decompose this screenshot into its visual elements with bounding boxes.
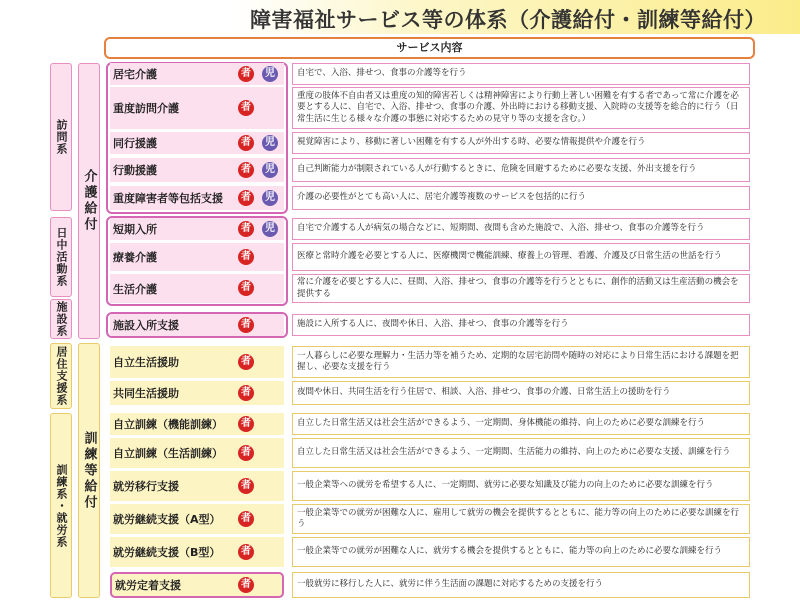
adult-badge: 者 bbox=[238, 577, 254, 593]
service-name: 就労移行支援 bbox=[110, 471, 284, 501]
service-name: 居宅介護 bbox=[110, 63, 284, 85]
adult-badge: 者 bbox=[238, 135, 254, 151]
service-description: 介護の必要性がとても高い人に、居宅介護等複数のサービスを包括的に行う bbox=[292, 186, 750, 210]
service-description: 自己判断能力が制限されている人が行動するときに、危険を回避するために必要な支援、外出支援を行う bbox=[292, 158, 750, 182]
child-badge: 児 bbox=[262, 135, 278, 151]
category-training: 訓練系・就労系 bbox=[50, 413, 72, 598]
service-description: 一人暮らしに必要な理解力・生活力等を補うため、定期的な居宅訪問や随時の対応により日常生活における課題を把握し、必要な支援を行う bbox=[292, 346, 750, 378]
adult-badge: 者 bbox=[238, 416, 254, 432]
adult-badge: 者 bbox=[238, 280, 254, 296]
service-name: 重度障害者等包括支援 bbox=[110, 186, 284, 210]
adult-badge: 者 bbox=[238, 354, 254, 370]
service-name: 短期入所 bbox=[110, 218, 284, 240]
service-name: 同行援護 bbox=[110, 132, 284, 154]
adult-badge: 者 bbox=[238, 511, 254, 527]
service-name: 就労継続支援（A型） bbox=[110, 504, 284, 534]
service-description: 重度の肢体不自由者又は重度の知的障害若しくは精神障害により行動上著しい困難を有する者であって常に介護を必要とする人に、自宅で、入浴、排せつ、食事の介護、外出時における移動支援、入院時の支援等を総合的に行う（日常生活に生じる様々な介護の事態に対応するための見守り等の支援を含む。） bbox=[292, 87, 750, 129]
service-name: 生活介護 bbox=[110, 274, 284, 303]
adult-badge: 者 bbox=[238, 317, 254, 333]
service-description: 自宅で、入浴、排せつ、食事の介護等を行う bbox=[292, 63, 750, 85]
column-header: サービス内容 bbox=[104, 37, 755, 59]
service-name: 自立訓練（機能訓練） bbox=[110, 413, 284, 435]
adult-badge: 者 bbox=[238, 190, 254, 206]
child-badge: 児 bbox=[262, 221, 278, 237]
service-description: 施設に入所する人に、夜間や休日、入浴、排せつ、食事の介護等を行う bbox=[292, 314, 750, 336]
service-description: 自立した日常生活又は社会生活ができるよう、一定期間、生活能力の維持、向上のために必要な支援、訓練を行う bbox=[292, 438, 750, 468]
adult-badge: 者 bbox=[238, 221, 254, 237]
service-name: 行動援護 bbox=[110, 158, 284, 182]
service-name: 就労継続支援（B型） bbox=[110, 537, 284, 567]
child-badge: 児 bbox=[262, 190, 278, 206]
service-name: 就労定着支援 bbox=[110, 572, 284, 598]
service-description: 夜間や休日、共同生活を行う住居で、相談、入浴、排せつ、食事の介護、日常生活上の援助を行う bbox=[292, 381, 750, 405]
service-name: 自立生活援助 bbox=[110, 346, 284, 378]
service-description: 一般企業等への就労を希望する人に、一定期間、就労に必要な知識及び能力の向上のために必要な訓練を行う bbox=[292, 471, 750, 501]
service-description: 一般企業等での就労が困難な人に、就労する機会を提供するとともに、能力等の向上のために必要な訓練を行う bbox=[292, 537, 750, 567]
service-description: 自立した日常生活又は社会生活ができるよう、一定期間、身体機能の維持、向上のために必要な訓練を行う bbox=[292, 413, 750, 435]
child-badge: 児 bbox=[262, 66, 278, 82]
service-name: 共同生活援助 bbox=[110, 381, 284, 405]
adult-badge: 者 bbox=[238, 100, 254, 116]
adult-badge: 者 bbox=[238, 66, 254, 82]
category-kunren: 訓練等給付 bbox=[78, 343, 100, 598]
category-daytime: 日中活動系 bbox=[50, 217, 72, 297]
service-name: 療養介護 bbox=[110, 243, 284, 271]
service-description: 自宅で介護する人が病気の場合などに、短期間、夜間も含めた施設で、入浴、排せつ、食事の介護等を行う bbox=[292, 218, 750, 240]
service-description: 常に介護を必要とする人に、昼間、入浴、排せつ、食事の介護等を行うとともに、創作的活動又は生産活動の機会を提供する bbox=[292, 274, 750, 303]
adult-badge: 者 bbox=[238, 445, 254, 461]
adult-badge: 者 bbox=[238, 544, 254, 560]
service-name: 重度訪問介護 bbox=[110, 87, 284, 129]
adult-badge: 者 bbox=[238, 249, 254, 265]
service-description: 一般就労に移行した人に、就労に伴う生活面の課題に対応するための支援を行う bbox=[292, 572, 750, 598]
service-description: 一般企業等での就労が困難な人に、雇用して就労の機会を提供するとともに、能力等の向上のために必要な訓練を行う bbox=[292, 504, 750, 534]
category-visit: 訪問系 bbox=[50, 63, 72, 211]
category-residence: 居住支援系 bbox=[50, 343, 72, 409]
service-name: 自立訓練（生活訓練） bbox=[110, 438, 284, 468]
adult-badge: 者 bbox=[238, 385, 254, 401]
category-kaigo: 介護給付 bbox=[78, 63, 100, 339]
page-title: 障害福祉サービス等の体系（介護給付・訓練等給付） bbox=[250, 8, 766, 32]
service-description: 視覚障害により、移動に著しい困難を有する人が外出する時、必要な情報提供や介護を行う bbox=[292, 132, 750, 154]
category-facility: 施設系 bbox=[50, 299, 72, 339]
adult-badge: 者 bbox=[238, 162, 254, 178]
adult-badge: 者 bbox=[238, 478, 254, 494]
service-description: 医療と常時介護を必要とする人に、医療機関で機能訓練、療養上の管理、看護、介護及び日常生活の世話を行う bbox=[292, 243, 750, 271]
child-badge: 児 bbox=[262, 162, 278, 178]
service-name: 施設入所支援 bbox=[110, 314, 284, 336]
